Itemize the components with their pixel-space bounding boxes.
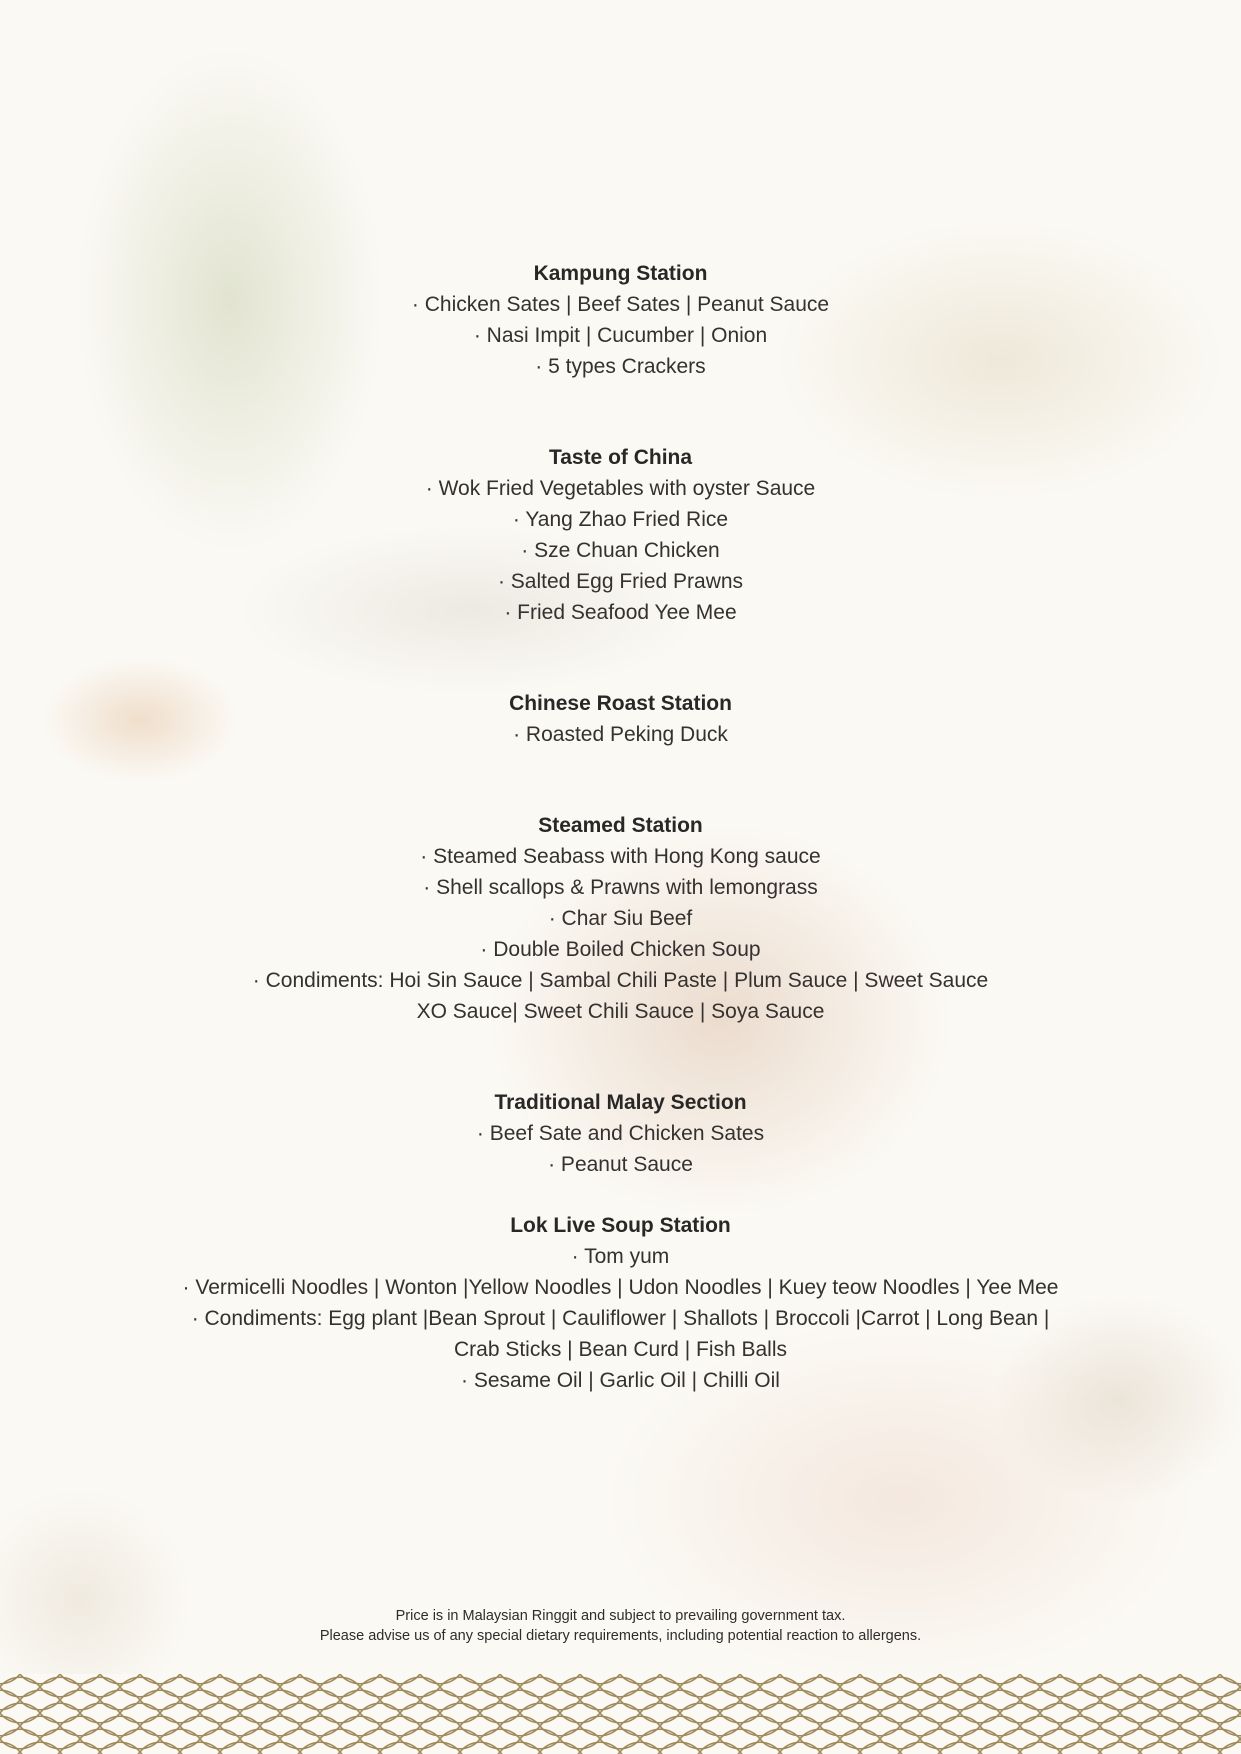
menu-item: · Tom yum bbox=[571, 1245, 670, 1268]
section-taste-of-china bbox=[0, 442, 1241, 628]
menu-item: · 5 types Crackers bbox=[535, 355, 706, 378]
menu-item: · Roasted Peking Duck bbox=[513, 723, 728, 746]
section-kampung-station bbox=[0, 258, 1241, 382]
section-title: Chinese Roast Station bbox=[509, 692, 732, 715]
price-note: Price is in Malaysian Ringgit and subject to prevailing government tax. bbox=[395, 1608, 846, 1624]
menu-item: · Condiments: Egg plant |Bean Sprout | Cauliflower | Shallots | Broccoli |Carrot | Long Bean | bbox=[191, 1307, 1050, 1330]
menu-item: · Yang Zhao Fried Rice bbox=[512, 508, 729, 531]
menu-content bbox=[0, 258, 1241, 1456]
menu-item: · Sze Chuan Chicken bbox=[521, 539, 720, 562]
section-steamed-station bbox=[0, 810, 1241, 1027]
section-title: Lok Live Soup Station bbox=[510, 1214, 731, 1237]
menu-item: · Wok Fried Vegetables with oyster Sauce bbox=[425, 477, 816, 500]
decorative-lattice-border bbox=[0, 1674, 1241, 1754]
menu-item: · Beef Sate and Chicken Sates bbox=[476, 1122, 765, 1145]
menu-item: · Vermicelli Noodles | Wonton |Yellow Noodles | Udon Noodles | Kuey teow Noodles | Yee Mee bbox=[182, 1276, 1059, 1299]
section-title: Traditional Malay Section bbox=[494, 1091, 747, 1114]
menu-item: · Fried Seafood Yee Mee bbox=[504, 601, 737, 624]
section-traditional-malay bbox=[0, 1087, 1241, 1180]
menu-item: · Salted Egg Fried Prawns bbox=[497, 570, 744, 593]
menu-item: · Condiments: Hoi Sin Sauce | Sambal Chili Paste | Plum Sauce | Sweet Sauce bbox=[252, 969, 989, 992]
menu-item: · Double Boiled Chicken Soup bbox=[480, 938, 761, 961]
menu-item: · Chicken Sates | Beef Sates | Peanut Sauce bbox=[411, 293, 830, 316]
menu-item: Crab Sticks | Bean Curd | Fish Balls bbox=[453, 1338, 788, 1361]
section-title: Steamed Station bbox=[538, 814, 703, 837]
section-title: Taste of China bbox=[548, 446, 693, 469]
section-chinese-roast-station bbox=[0, 688, 1241, 750]
dietary-note: Please advise us of any special dietary requirements, including potential reaction to allergens. bbox=[319, 1628, 922, 1644]
footer-notes bbox=[0, 1606, 1241, 1646]
menu-item: · Steamed Seabass with Hong Kong sauce bbox=[420, 845, 821, 868]
menu-item: · Peanut Sauce bbox=[548, 1153, 693, 1176]
menu-item: · Sesame Oil | Garlic Oil | Chilli Oil bbox=[461, 1369, 780, 1392]
menu-item: · Shell scallops & Prawns with lemongrass bbox=[423, 876, 818, 899]
menu-item: · Nasi Impit | Cucumber | Onion bbox=[473, 324, 768, 347]
section-lok-live-soup-station bbox=[0, 1210, 1241, 1396]
menu-item: · Char Siu Beef bbox=[548, 907, 693, 930]
section-title: Kampung Station bbox=[533, 262, 708, 285]
menu-item: XO Sauce| Sweet Chili Sauce | Soya Sauce bbox=[416, 1000, 825, 1023]
